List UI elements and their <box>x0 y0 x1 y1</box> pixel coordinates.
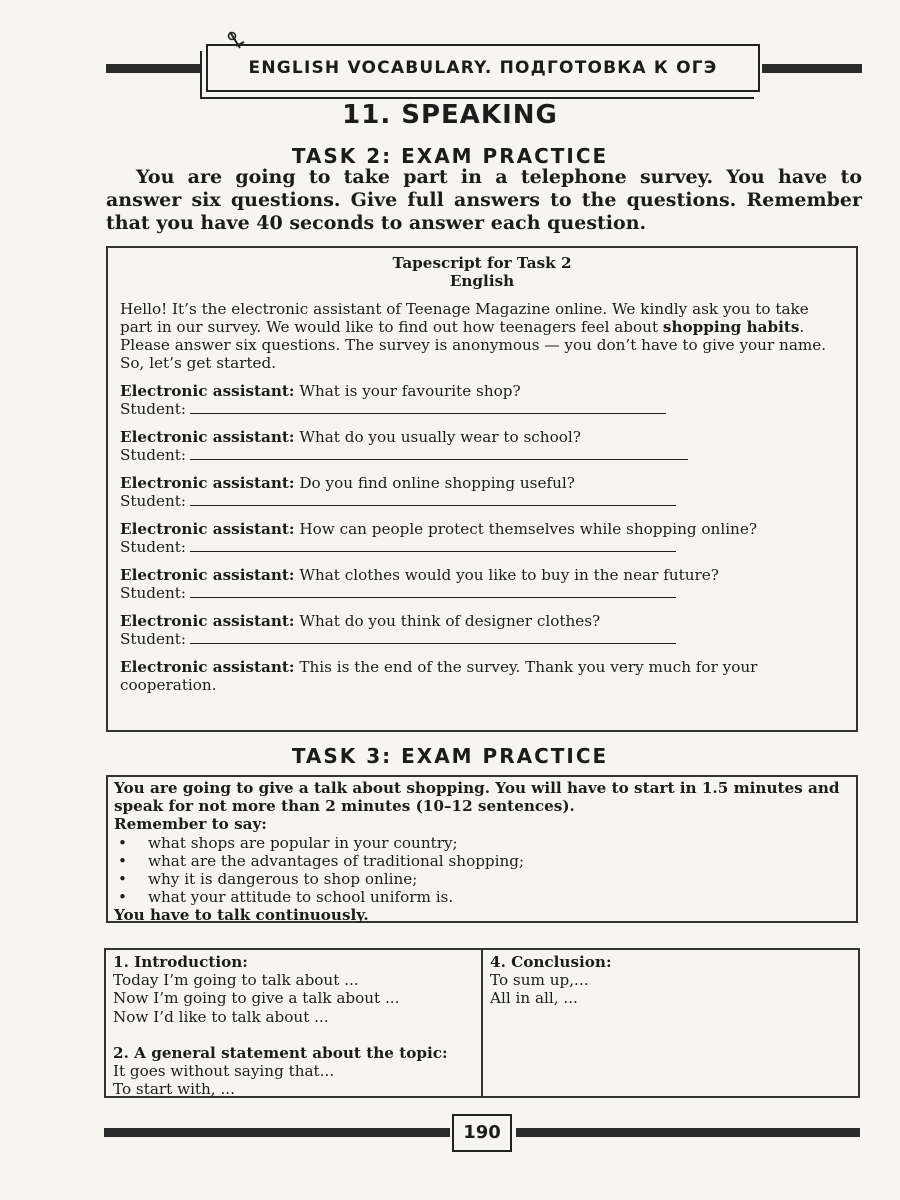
speaker-label: Electronic assistant: <box>120 474 295 492</box>
phrases-table <box>104 948 860 1098</box>
question-text: What do you think of designer clothes? <box>299 612 601 630</box>
tapescript-heading <box>120 254 844 290</box>
tapescript-box <box>106 246 858 732</box>
task3-bullet-list <box>114 834 850 907</box>
question-text: What clothes would you like to buy in the near future? <box>299 566 719 584</box>
header-banner <box>206 44 760 92</box>
phrase-line: Now I’m going to give a talk about ... <box>113 989 400 1008</box>
qa-closing <box>120 658 844 694</box>
intro-bold: shopping habits <box>662 318 800 336</box>
bullet-item: • what are the advantages of traditional shopping; <box>114 852 850 870</box>
answer-line[interactable] <box>190 401 666 414</box>
closing-text: This is the end of the survey. Thank you very much for your cooperation. <box>120 658 758 694</box>
student-label: Student: <box>120 492 187 510</box>
answer-line[interactable] <box>190 493 676 506</box>
question-text: Do you find online shopping useful? <box>299 474 575 492</box>
student-label: Student: <box>120 538 187 556</box>
answer-line[interactable] <box>190 539 676 552</box>
student-label: Student: <box>120 446 187 464</box>
task3-title: TASK 3: EXAM PRACTICE <box>291 744 609 768</box>
qa-item-3 <box>120 474 844 510</box>
header-rule-right <box>762 64 862 73</box>
bullet-item: • why it is dangerous to shop online; <box>114 870 850 888</box>
student-label: Student: <box>120 584 187 602</box>
question-text: What is your favourite shop? <box>299 382 521 400</box>
speaker-label: Electronic assistant: <box>120 566 295 584</box>
answer-line[interactable] <box>190 447 688 460</box>
answer-line[interactable] <box>190 585 676 598</box>
general-heading: 2. A general statement about the topic: <box>113 1043 448 1062</box>
footer-rule-right <box>516 1128 860 1137</box>
speaker-label: Electronic assistant: <box>120 520 295 538</box>
intro-text-1: Hello! It’s the electronic assistant of Teenage Magazine online. We kindly ask you to take part in our survey. We would like to find out how teenagers feel about <box>120 300 809 336</box>
phrase-line: To sum up,... <box>490 971 589 990</box>
footer-rule-left <box>104 1128 450 1137</box>
speaker-label: Electronic assistant: <box>120 612 295 630</box>
tapescript-heading-line1: Tapescript for Task 2 <box>392 254 572 272</box>
student-label: Student: <box>120 400 187 418</box>
qa-item-6 <box>120 612 844 648</box>
conclusion-heading: 4. Conclusion: <box>490 953 612 971</box>
phrase-line: Today I’m going to talk about ... <box>113 971 359 990</box>
phrase-line: It goes without saying that... <box>113 1062 335 1081</box>
question-text: How can people protect themselves while shopping online? <box>299 520 757 538</box>
tapescript-intro <box>120 300 844 372</box>
task2-title: TASK 2: EXAM PRACTICE <box>291 144 609 168</box>
page-number: 190 <box>452 1114 512 1152</box>
pin-icon <box>226 30 246 56</box>
tapescript-heading-line2: English <box>449 272 515 290</box>
section-title: 11. SPEAKING <box>342 100 558 130</box>
intro-text-2: . Please answer six questions. The survey is anonymous — you don’t have to give your name. So, let’s get started. <box>120 318 827 372</box>
task3-footer: You have to talk continuously. <box>114 906 369 925</box>
qa-item-4 <box>120 520 844 556</box>
header-title: ENGLISH VOCABULARY. ПОДГОТОВКА К ОГЭ <box>248 58 718 78</box>
bullet-item: • what shops are popular in your country; <box>114 834 850 852</box>
phrase-line: To start with, ... <box>113 1080 235 1099</box>
student-label: Student: <box>120 630 187 648</box>
speaker-label: Electronic assistant: <box>120 658 295 676</box>
task3-instructions: You are going to give a talk about shopping. You will have to start in 1.5 minutes and speak for not more than 2 minutes (10–12 sentences). <box>114 779 840 816</box>
intro-heading: 1. Introduction: <box>113 953 248 971</box>
question-text: What do you usually wear to school? <box>299 428 581 446</box>
task3-box <box>106 775 858 923</box>
phrases-column-left <box>106 950 483 1099</box>
header-rule-left <box>106 64 202 73</box>
speaker-label: Electronic assistant: <box>120 382 295 400</box>
task3-remember: Remember to say: <box>114 815 267 834</box>
phrase-line: Now I’d like to talk about ... <box>113 1007 329 1026</box>
bullet-item: • what your attitude to school uniform is. <box>114 888 850 906</box>
phrase-line: All in all, ... <box>490 989 578 1008</box>
qa-item-1 <box>120 382 844 418</box>
qa-item-5 <box>120 566 844 602</box>
answer-line[interactable] <box>190 631 676 644</box>
speaker-label: Electronic assistant: <box>120 428 295 446</box>
phrases-column-right <box>483 950 858 1096</box>
qa-item-2 <box>120 428 844 464</box>
task2-instructions <box>106 166 862 235</box>
task2-instructions-text: You are going to take part in a telephone survey. You have to answer six questions. Give full answers to the questions. Remember that you have 40 seconds to answer each question. <box>106 166 862 234</box>
